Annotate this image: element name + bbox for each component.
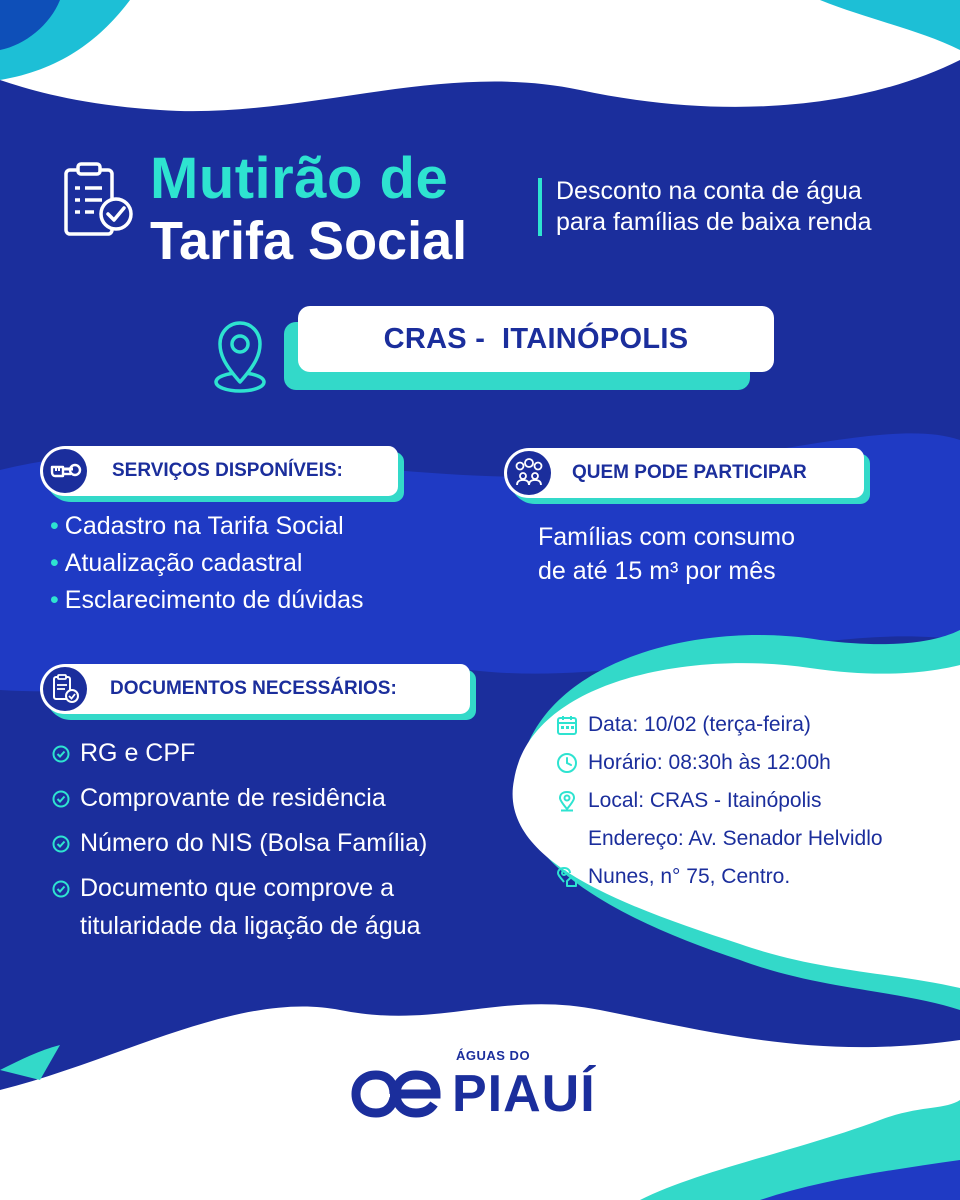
title-line-2: Tarifa Social <box>150 211 468 271</box>
check-circle-icon <box>52 835 70 853</box>
services-label: SERVIÇOS DISPONÍVEIS: <box>112 460 343 481</box>
subtitle-line-2: para famílias de baixa renda <box>556 208 872 236</box>
title-line-1: Mutirão de <box>150 146 449 211</box>
documents-list <box>52 734 427 945</box>
documents-label: DOCUMENTOS NECESSÁRIOS: <box>110 678 397 699</box>
list-item: • Cadastro na Tarifa Social <box>50 512 344 540</box>
who-header <box>504 448 864 498</box>
bullet: • <box>50 549 59 577</box>
services-header <box>40 446 398 496</box>
clock-icon <box>556 752 578 774</box>
home-pin-icon <box>556 866 578 888</box>
who-text <box>538 520 918 588</box>
document-check-icon <box>43 667 87 711</box>
location-banner-text: CRAS - ITAINÓPOLIS <box>383 322 689 355</box>
bullet: • <box>50 512 59 540</box>
event-date: Data: 10/02 (terça-feira) <box>556 706 883 744</box>
services-list <box>50 508 364 619</box>
list-item: • Esclarecimento de dúvidas <box>50 586 364 614</box>
event-place: Local: CRAS - Itainópolis <box>556 782 883 820</box>
who-text-line-1: Famílias com consumo <box>538 523 796 551</box>
list-item: • Atualização cadastral <box>50 549 303 577</box>
check-circle-icon <box>52 880 70 898</box>
location-banner <box>298 306 774 372</box>
event-time: Horário: 08:30h às 12:00h <box>556 744 883 782</box>
event-info <box>556 706 883 896</box>
event-address-line-2: Nunes, n° 75, Centro. <box>556 858 883 896</box>
title-divider <box>538 178 542 236</box>
list-item: Comprovante de residência <box>52 779 427 817</box>
checklist-icon <box>62 162 134 240</box>
subtitle <box>556 176 871 238</box>
who-label: QUEM PODE PARTICIPAR <box>572 462 807 483</box>
event-address-line-1: Endereço: Av. Senador Helvidlo <box>588 827 883 850</box>
wrench-hand-icon <box>43 449 87 493</box>
brand-subtitle: ÁGUAS DO <box>456 1048 531 1063</box>
map-pin-icon <box>210 318 270 394</box>
list-item: RG e CPF <box>52 734 427 772</box>
subtitle-line-1: Desconto na conta de água <box>556 177 862 205</box>
list-item: Número do NIS (Bolsa Família) <box>52 824 427 862</box>
check-circle-icon <box>52 790 70 808</box>
brand-name: PIAUÍ <box>452 1065 596 1123</box>
map-pin-icon <box>556 790 578 812</box>
list-item: Documento que comprove a titularidade da ligação de água <box>52 869 427 945</box>
check-circle-icon <box>52 745 70 763</box>
documents-header <box>40 664 470 714</box>
calendar-icon <box>556 714 578 736</box>
bullet: • <box>50 586 59 614</box>
ae-logo <box>350 1068 442 1120</box>
who-text-line-2: de até 15 m³ por mês <box>538 557 776 585</box>
people-group-icon <box>507 451 551 495</box>
